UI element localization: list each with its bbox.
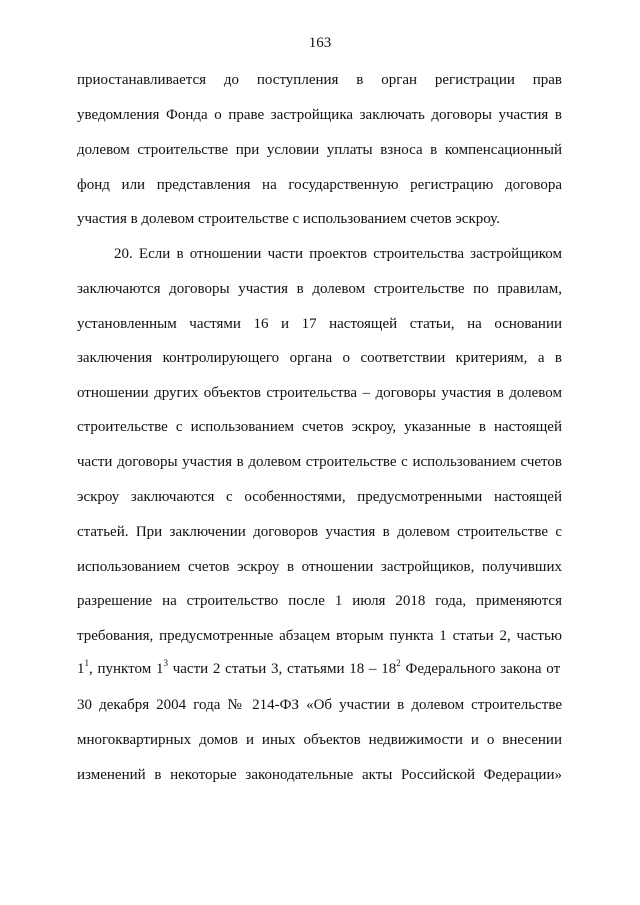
text-line: изменений в некоторые законодательные акты Российской Федерации» bbox=[77, 767, 562, 783]
superscript: 3 bbox=[163, 658, 168, 668]
text-line: отношении других объектов строительства – договоры участия в долевом bbox=[77, 385, 562, 401]
text-line-superscripts bbox=[77, 658, 562, 678]
text-fragment: Федерального закона от bbox=[400, 661, 561, 677]
text-line: части договоры участия в долевом строительстве с использованием счетов bbox=[77, 454, 562, 470]
text-line: уведомления Фонда о праве застройщика заключать договоры участия в bbox=[77, 107, 562, 123]
text-line: фонд или представления на государственную регистрацию договора bbox=[77, 177, 562, 193]
text-line: 30 декабря 2004 года № 214-ФЗ «Об участии в долевом строительстве bbox=[77, 697, 562, 713]
text-line: заключаются договоры участия в долевом строительстве по правилам, bbox=[77, 281, 562, 297]
text-line: строительстве с использованием счетов эскроу, указанные в настоящей bbox=[77, 419, 562, 435]
superscript: 2 bbox=[396, 658, 401, 668]
text-line: участия в долевом строительстве с использованием счетов эскроу. bbox=[77, 211, 500, 227]
text-fragment: , пунктом 1 bbox=[89, 661, 164, 677]
superscript: 1 bbox=[84, 658, 89, 668]
text-line: использованием счетов эскроу в отношении застройщиков, получивших bbox=[77, 559, 562, 575]
text-line: долевом строительстве при условии уплаты взноса в компенсационный bbox=[77, 142, 562, 158]
text-line: приостанавливается до поступления в орган регистрации прав bbox=[77, 72, 562, 88]
text-line: требования, предусмотренные абзацем вторым пункта 1 статьи 2, частью bbox=[77, 628, 562, 644]
page-number: 163 bbox=[308, 35, 332, 51]
text-line: разрешение на строительство после 1 июля 2018 года, применяются bbox=[77, 593, 562, 609]
text-line: многоквартирных домов и иных объектов недвижимости и о внесении bbox=[77, 732, 562, 748]
text-line: статьей. При заключении договоров участия в долевом строительстве с bbox=[77, 524, 562, 540]
text-fragment: части 2 статьи 3, статьями 18 – 18 bbox=[167, 661, 397, 677]
text-line: эскроу заключаются с особенностями, предусмотренными настоящей bbox=[77, 489, 562, 505]
text-line: установленным частями 16 и 17 настоящей статьи, на основании bbox=[77, 316, 562, 332]
text-fragment: 1 bbox=[77, 661, 85, 677]
text-line: заключения контролирующего органа о соответствии критериям, а в bbox=[77, 350, 562, 366]
text-line: 20. Если в отношении части проектов строительства застройщиком bbox=[114, 246, 562, 262]
